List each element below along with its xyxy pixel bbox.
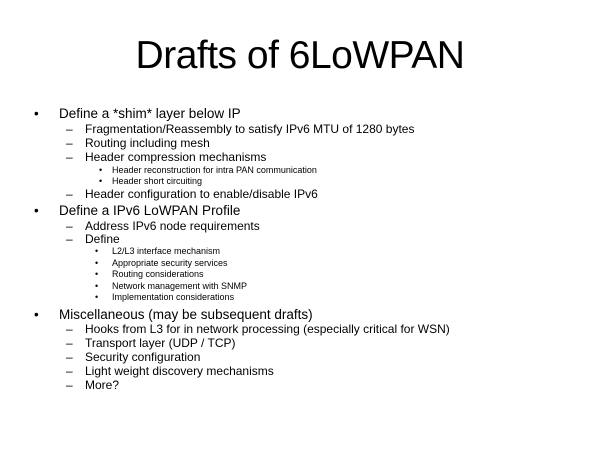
section-1-item-4: Header configuration to enable/disable IPv6 <box>85 187 318 201</box>
bullet-icon: • <box>34 203 39 218</box>
dash-icon: – <box>66 336 73 350</box>
section-2-subitem: L2/L3 interface mechanism <box>112 246 221 256</box>
bullet-icon: • <box>34 106 39 121</box>
section-3-heading: Miscellaneous (may be subsequent drafts) <box>59 307 313 322</box>
section-3-item-4: Light weight discovery mechanisms <box>85 364 274 378</box>
section-2-item-2: Define <box>85 232 120 246</box>
dash-icon: – <box>66 150 73 164</box>
bullet-icon: • <box>95 292 99 302</box>
dash-icon: – <box>66 232 73 246</box>
dash-icon: – <box>66 364 73 378</box>
section-3-item-1: Hooks from L3 for in network processing (especially critical for WSN) <box>85 322 450 336</box>
bullet-icon: • <box>99 176 103 186</box>
slide-title: Drafts of 6LoWPAN <box>135 34 465 77</box>
section-3-item-3: Security configuration <box>85 350 201 364</box>
bullet-icon: • <box>95 246 99 256</box>
section-2-subitem: Appropriate security services <box>112 258 228 268</box>
section-3-item-2: Transport layer (UDP / TCP) <box>85 336 236 350</box>
dash-icon: – <box>66 219 73 233</box>
section-2-subitem: Network management with SNMP <box>112 281 248 291</box>
section-1-subitem: Header short circuiting <box>112 176 203 186</box>
section-2-subitem: Routing considerations <box>112 269 204 279</box>
dash-icon: – <box>66 322 73 336</box>
section-1-item-3: Header compression mechanisms <box>85 150 267 164</box>
bullet-icon: • <box>95 281 99 291</box>
bullet-icon: • <box>95 269 99 279</box>
section-1-heading: Define a *shim* layer below IP <box>59 106 241 121</box>
section-1-subitem: Header reconstruction for intra PAN communication <box>112 165 317 175</box>
section-2-heading: Define a IPv6 LoWPAN Profile <box>59 203 241 218</box>
bullet-icon: • <box>34 307 39 322</box>
dash-icon: – <box>66 378 73 392</box>
dash-icon: – <box>66 187 73 201</box>
bullet-icon: • <box>95 258 99 268</box>
dash-icon: – <box>66 136 73 150</box>
section-2-subitem: Implementation considerations <box>112 292 235 302</box>
bullet-icon: • <box>99 165 103 175</box>
dash-icon: – <box>66 350 73 364</box>
section-1-item-2: Routing including mesh <box>85 136 210 150</box>
section-3-item-5: More? <box>85 378 120 392</box>
section-2-item-1: Address IPv6 node requirements <box>85 219 260 233</box>
dash-icon: – <box>66 122 73 136</box>
section-1-item-1: Fragmentation/Reassembly to satisfy IPv6 MTU of 1280 bytes <box>85 122 415 136</box>
